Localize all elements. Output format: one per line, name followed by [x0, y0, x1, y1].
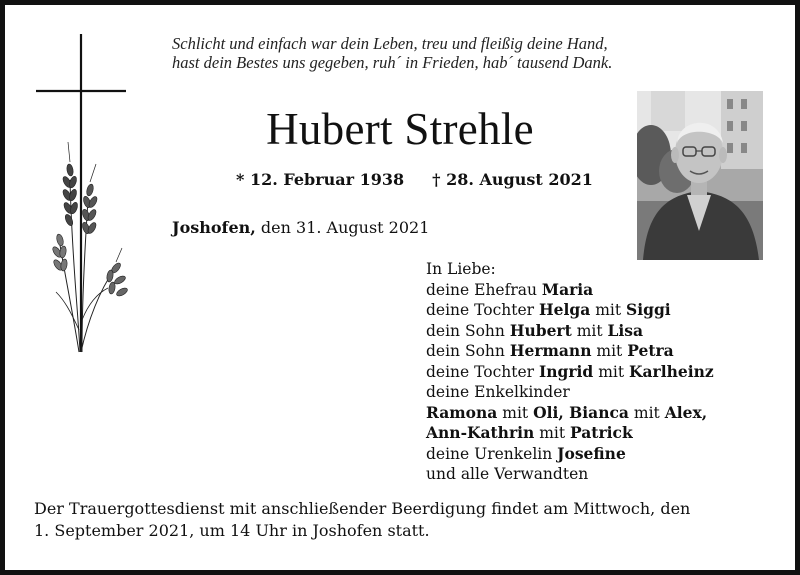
- mourner-name: Oli, Bianca: [533, 402, 629, 422]
- birth-date: * 12. Februar 1938: [236, 170, 405, 189]
- mourner-relation: deine Urenkelin: [426, 444, 558, 463]
- mourners-lines: [426, 280, 746, 485]
- mourner-relation: mit: [591, 342, 628, 360]
- mourner-relation: deine Tochter: [426, 362, 540, 381]
- mourner-name: Alex,: [664, 402, 708, 422]
- mourner-relation: deine Enkelkinder: [426, 383, 570, 401]
- mourner-line: [426, 423, 746, 444]
- mourner-name: Hermann: [509, 341, 592, 360]
- service-line: Der Trauergottesdienst mit anschließender Beerdigung findet am Mittwoch, den: [34, 499, 691, 518]
- mourners-list: [426, 259, 746, 485]
- mourner-relation: dein Sohn: [426, 342, 510, 360]
- death-date: † 28. August 2021: [432, 170, 593, 189]
- mourner-relation: deine Ehefrau: [426, 280, 542, 299]
- mourner-relation: deine Tochter: [426, 301, 540, 319]
- mourner-relation: mit: [534, 424, 571, 442]
- mourner-line: [426, 300, 746, 321]
- mourner-relation: mit: [593, 362, 630, 381]
- verse-line: hast dein Bestes uns gegeben, ruh´ in Frieden, hab´ tausend Dank.: [172, 53, 613, 72]
- service-info: [34, 498, 774, 542]
- mourner-name: Karlheinz: [629, 361, 714, 381]
- mourner-relation: dein Sohn: [426, 321, 510, 340]
- mourner-relation: mit: [497, 403, 534, 422]
- mourner-line: [426, 444, 746, 465]
- mourner-name: Patrick: [570, 423, 633, 442]
- mourner-relation: mit: [571, 321, 608, 340]
- place: Joshofen,: [172, 218, 256, 237]
- cross-icon: [30, 30, 135, 360]
- mourner-line: [426, 280, 746, 301]
- memorial-verse: [172, 34, 632, 72]
- mourner-line: [426, 464, 746, 485]
- wheat-icon: [51, 142, 129, 352]
- mourner-name: Lisa: [607, 320, 644, 340]
- place-and-date: [172, 218, 429, 238]
- mourner-line: [426, 321, 746, 342]
- mourner-relation: mit: [628, 403, 665, 422]
- life-dates: [236, 170, 636, 190]
- mourner-name: Helga: [539, 300, 591, 319]
- mourner-name: Petra: [627, 341, 674, 360]
- mourner-name: Siggi: [626, 300, 671, 319]
- mourner-name: Josefine: [557, 443, 626, 463]
- mourner-relation: und alle Verwandten: [426, 465, 589, 483]
- portrait-photo: [637, 91, 763, 260]
- mourner-relation: mit: [590, 301, 627, 319]
- mourner-name: Ann-Kathrin: [426, 423, 535, 442]
- service-line: 1. September 2021, um 14 Uhr in Joshofen statt.: [34, 521, 430, 540]
- verse-line: Schlicht und einfach war dein Leben, treu und fleißig deine Hand,: [172, 34, 608, 53]
- mourner-line: [426, 403, 746, 424]
- date: den 31. August 2021: [255, 218, 430, 237]
- mourner-line: [426, 382, 746, 403]
- mourners-intro: In Liebe:: [426, 260, 496, 278]
- mourner-line: [426, 341, 746, 362]
- mourner-name: Ramona: [426, 402, 498, 422]
- mourner-name: Ingrid: [539, 361, 594, 381]
- mourner-name: Maria: [541, 279, 594, 299]
- mourner-name: Hubert: [509, 320, 572, 340]
- mourner-line: [426, 362, 746, 383]
- deceased-name: Hubert Strehle: [266, 104, 534, 154]
